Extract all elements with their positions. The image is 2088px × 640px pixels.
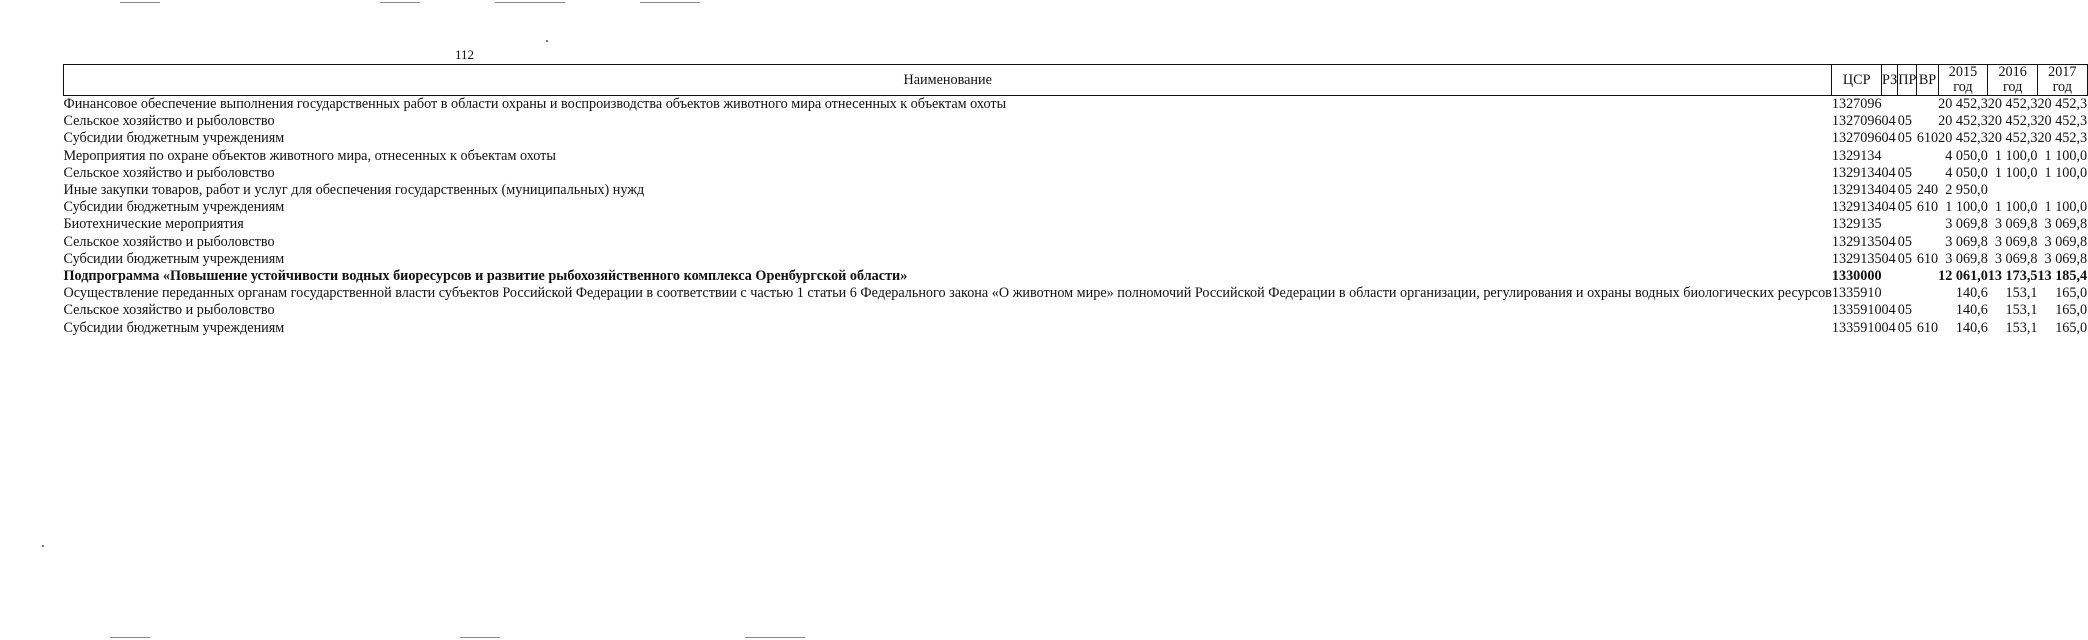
row-2016: 1 100,0	[1994, 199, 2038, 216]
header-csr: ЦСР	[1832, 65, 1882, 96]
scan-artifact-top	[495, 2, 565, 3]
row-rz: 04	[1881, 164, 1896, 181]
row-2016: 20 452,3	[1987, 96, 2038, 112]
row-2015: 4 050,0	[1945, 164, 1988, 181]
row-name: Субсидии бюджетным учреждениям	[63, 319, 285, 336]
row-name: Осуществление переданных органам государственной власти субъектов Российской Федерации в соответствии с частью 1 статьи 6 Федерального закона «О животном мире» полномочий Российской Федерации в области организации, регулирования и охраны водных биологических ресурсов	[63, 285, 1832, 302]
row-name: Биотехнические мероприятия	[63, 216, 244, 233]
row-2015: 20 452,3	[1938, 113, 1988, 130]
row-vr	[1917, 148, 1938, 165]
table-row-subprogram	[64, 268, 2088, 285]
row-rz	[1882, 268, 1898, 285]
header-name: Наименование	[64, 65, 1832, 96]
row-csr: 1329134	[1831, 182, 1882, 199]
row-vr	[1917, 113, 1938, 130]
row-vr	[1917, 302, 1938, 319]
row-2015: 3 069,8	[1945, 233, 1988, 250]
row-2016: 3 069,8	[1994, 216, 2038, 233]
table-row	[64, 199, 2088, 216]
row-pr: 05	[1897, 199, 1912, 216]
row-2017: 3 069,8	[2044, 233, 2088, 250]
scan-artifact-top	[380, 2, 420, 3]
row-pr: 05	[1897, 233, 1912, 250]
row-2017: 3 069,8	[2044, 250, 2088, 267]
row-csr: 1329134	[1831, 164, 1882, 181]
row-pr: 05	[1897, 319, 1912, 336]
table-row	[64, 182, 2088, 199]
row-2017: 1 100,0	[2044, 199, 2088, 216]
row-csr: 1335910	[1831, 285, 1882, 302]
row-rz: 04	[1881, 199, 1896, 216]
row-vr: 610	[1916, 130, 1939, 147]
scan-artifact-bottom	[110, 637, 150, 638]
row-2017: 20 452,3	[2037, 96, 2088, 112]
row-2016: 13 173,5	[1987, 268, 2038, 285]
row-2017: 1 100,0	[2044, 147, 2088, 164]
row-2015: 4 050,0	[1945, 147, 1988, 164]
table-row	[64, 96, 2088, 114]
table-row	[64, 130, 2088, 147]
row-name: Сельское хозяйство и рыболовство	[63, 164, 275, 181]
row-pr	[1898, 216, 1917, 233]
row-rz: 04	[1881, 130, 1896, 147]
row-vr: 610	[1916, 319, 1939, 336]
row-name: Субсидии бюджетным учреждениям	[63, 199, 285, 216]
row-pr	[1898, 285, 1917, 302]
row-name: Сельское хозяйство и рыболовство	[63, 113, 275, 130]
row-rz: 04	[1881, 182, 1896, 199]
row-pr: 05	[1897, 164, 1912, 181]
row-2016: 3 069,8	[1994, 250, 2038, 267]
row-2016: 1 100,0	[1994, 147, 2038, 164]
row-csr: 1327096	[1831, 113, 1882, 130]
row-csr: 1335910	[1831, 319, 1882, 336]
row-rz	[1882, 285, 1898, 302]
row-rz	[1882, 148, 1898, 165]
row-vr	[1917, 268, 1938, 285]
row-2015: 140,6	[1955, 302, 1988, 319]
table-row	[64, 320, 2088, 337]
row-pr	[1898, 148, 1917, 165]
row-csr: 1330000	[1831, 268, 1882, 285]
table-row	[64, 113, 2088, 130]
row-2015: 140,6	[1955, 319, 1988, 336]
row-2016: 20 452,3	[1987, 113, 2038, 130]
row-name: Финансовое обеспечение выполнения государственных работ в области охраны и воспроизводства объектов животного мира отнесенных к объектам охоты	[63, 96, 1007, 112]
row-rz: 04	[1881, 250, 1896, 267]
row-2017: 1 100,0	[2044, 164, 2088, 181]
table-row	[64, 285, 2088, 302]
row-2017: 165,0	[2055, 302, 2088, 319]
row-rz: 04	[1881, 302, 1896, 319]
scan-speck	[546, 40, 548, 42]
row-2017: 13 185,4	[2037, 268, 2088, 285]
scan-artifact-top	[640, 2, 700, 3]
page-number: 112	[455, 47, 475, 62]
row-2017: 3 069,8	[2044, 216, 2088, 233]
scan-speck	[42, 545, 44, 547]
table-row	[64, 165, 2088, 182]
row-2017: 20 452,3	[2037, 130, 2088, 147]
row-vr	[1917, 216, 1938, 233]
scan-artifact-bottom	[460, 637, 500, 638]
row-2016: 1 100,0	[1994, 164, 2038, 181]
row-rz	[1882, 96, 1898, 114]
row-csr: 1329134	[1831, 147, 1882, 164]
row-vr: 610	[1916, 199, 1939, 216]
scan-artifact-top	[120, 2, 160, 3]
row-2016: 153,1	[2005, 302, 2038, 319]
table-header-row	[64, 65, 2088, 96]
row-csr: 1329135	[1831, 233, 1882, 250]
row-rz: 04	[1881, 319, 1896, 336]
row-name: Мероприятия по охране объектов животного мира, отнесенных к объектам охоты	[63, 147, 556, 164]
row-name: Подпрограмма «Повышение устойчивости водных биоресурсов и развитие рыбохозяйственного комплекса Оренбургской области»	[63, 268, 908, 285]
row-vr	[1917, 96, 1938, 114]
table-row	[64, 234, 2088, 251]
row-csr: 1335910	[1831, 302, 1882, 319]
row-pr: 05	[1897, 113, 1912, 130]
row-csr: 1327096	[1831, 96, 1882, 112]
row-2015: 140,6	[1955, 285, 1988, 302]
row-2017: 165,0	[2055, 319, 2088, 336]
row-2016: 3 069,8	[1994, 233, 2038, 250]
header-vr: ВР	[1917, 65, 1938, 96]
table-row	[64, 148, 2088, 165]
row-vr	[1917, 234, 1938, 251]
row-csr: 1329135	[1831, 216, 1882, 233]
budget-table	[63, 64, 2088, 337]
row-pr	[1898, 96, 1917, 114]
row-2017: 20 452,3	[2037, 113, 2088, 130]
row-name: Субсидии бюджетным учреждениям	[63, 130, 285, 147]
table-row	[64, 302, 2088, 319]
row-name: Иные закупки товаров, работ и услуг для обеспечения государственных (муниципальных) нужд	[63, 182, 645, 199]
header-pr: ПР	[1898, 65, 1917, 96]
row-vr	[1917, 285, 1938, 302]
row-2016: 20 452,3	[1987, 130, 2038, 147]
row-2016: 153,1	[2005, 319, 2038, 336]
row-rz	[1882, 216, 1898, 233]
header-2015: 2015 год	[1938, 65, 1988, 96]
row-name: Сельское хозяйство и рыболовство	[63, 233, 275, 250]
table-row	[64, 216, 2088, 233]
row-rz: 04	[1881, 113, 1896, 130]
row-csr: 1329135	[1831, 250, 1882, 267]
row-csr: 1329134	[1831, 199, 1882, 216]
row-2017: 165,0	[2055, 285, 2088, 302]
row-2015: 20 452,3	[1938, 96, 1988, 112]
row-rz: 04	[1881, 233, 1896, 250]
row-2016: 153,1	[2005, 285, 2038, 302]
row-2016	[1988, 182, 2038, 199]
row-name: Сельское хозяйство и рыболовство	[63, 302, 275, 319]
row-vr: 610	[1916, 250, 1939, 267]
row-pr: 05	[1897, 182, 1912, 199]
row-2015: 1 100,0	[1945, 199, 1988, 216]
row-pr: 05	[1897, 130, 1912, 147]
header-2017: 2017 год	[2037, 65, 2087, 96]
row-2015: 3 069,8	[1945, 216, 1988, 233]
row-pr: 05	[1897, 302, 1912, 319]
row-2015: 20 452,3	[1938, 130, 1988, 147]
row-2015: 12 061,0	[1938, 268, 1988, 285]
row-pr	[1898, 268, 1917, 285]
row-2017	[2037, 182, 2087, 199]
row-vr	[1917, 165, 1938, 182]
table-row	[64, 251, 2088, 268]
row-name: Субсидии бюджетным учреждениям	[63, 250, 285, 267]
header-rz: РЗ	[1882, 65, 1898, 96]
scan-artifact-bottom	[745, 637, 805, 638]
row-pr: 05	[1897, 250, 1912, 267]
header-2016: 2016 год	[1988, 65, 2038, 96]
row-csr: 1327096	[1831, 130, 1882, 147]
row-2015: 2 950,0	[1945, 182, 1988, 199]
row-2015: 3 069,8	[1945, 250, 1988, 267]
row-vr: 240	[1916, 182, 1939, 199]
